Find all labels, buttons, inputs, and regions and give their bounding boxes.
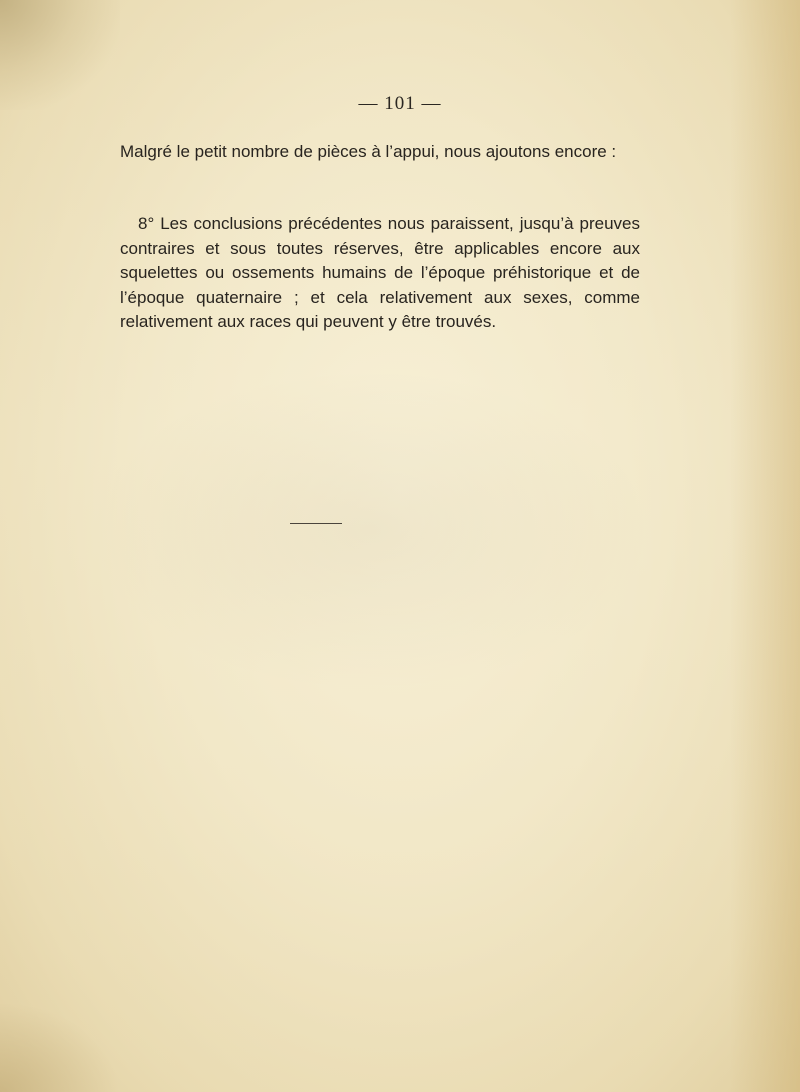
paper-edge-shadow bbox=[730, 0, 800, 1092]
paragraph-intro: Malgré le petit nombre de pièces à l’appui, nous ajoutons encore : bbox=[120, 142, 617, 161]
show-through-area bbox=[90, 370, 650, 690]
paper-stain bbox=[0, 1002, 120, 1092]
paragraph-conclusion-8: 8° Les conclusions précédentes nous paraissent, jusqu’à preuves contraires et sous toutes réserves, être applicables encore aux squelettes ou ossements humains de l’époque préhistorique et de l’époque quaternaire ; et cela relativement aux sexes, comme relativement aux races qui peuvent y être trouvés. bbox=[120, 214, 640, 331]
closing-rule bbox=[290, 523, 342, 524]
page-number-header: — 101 — bbox=[358, 93, 442, 114]
